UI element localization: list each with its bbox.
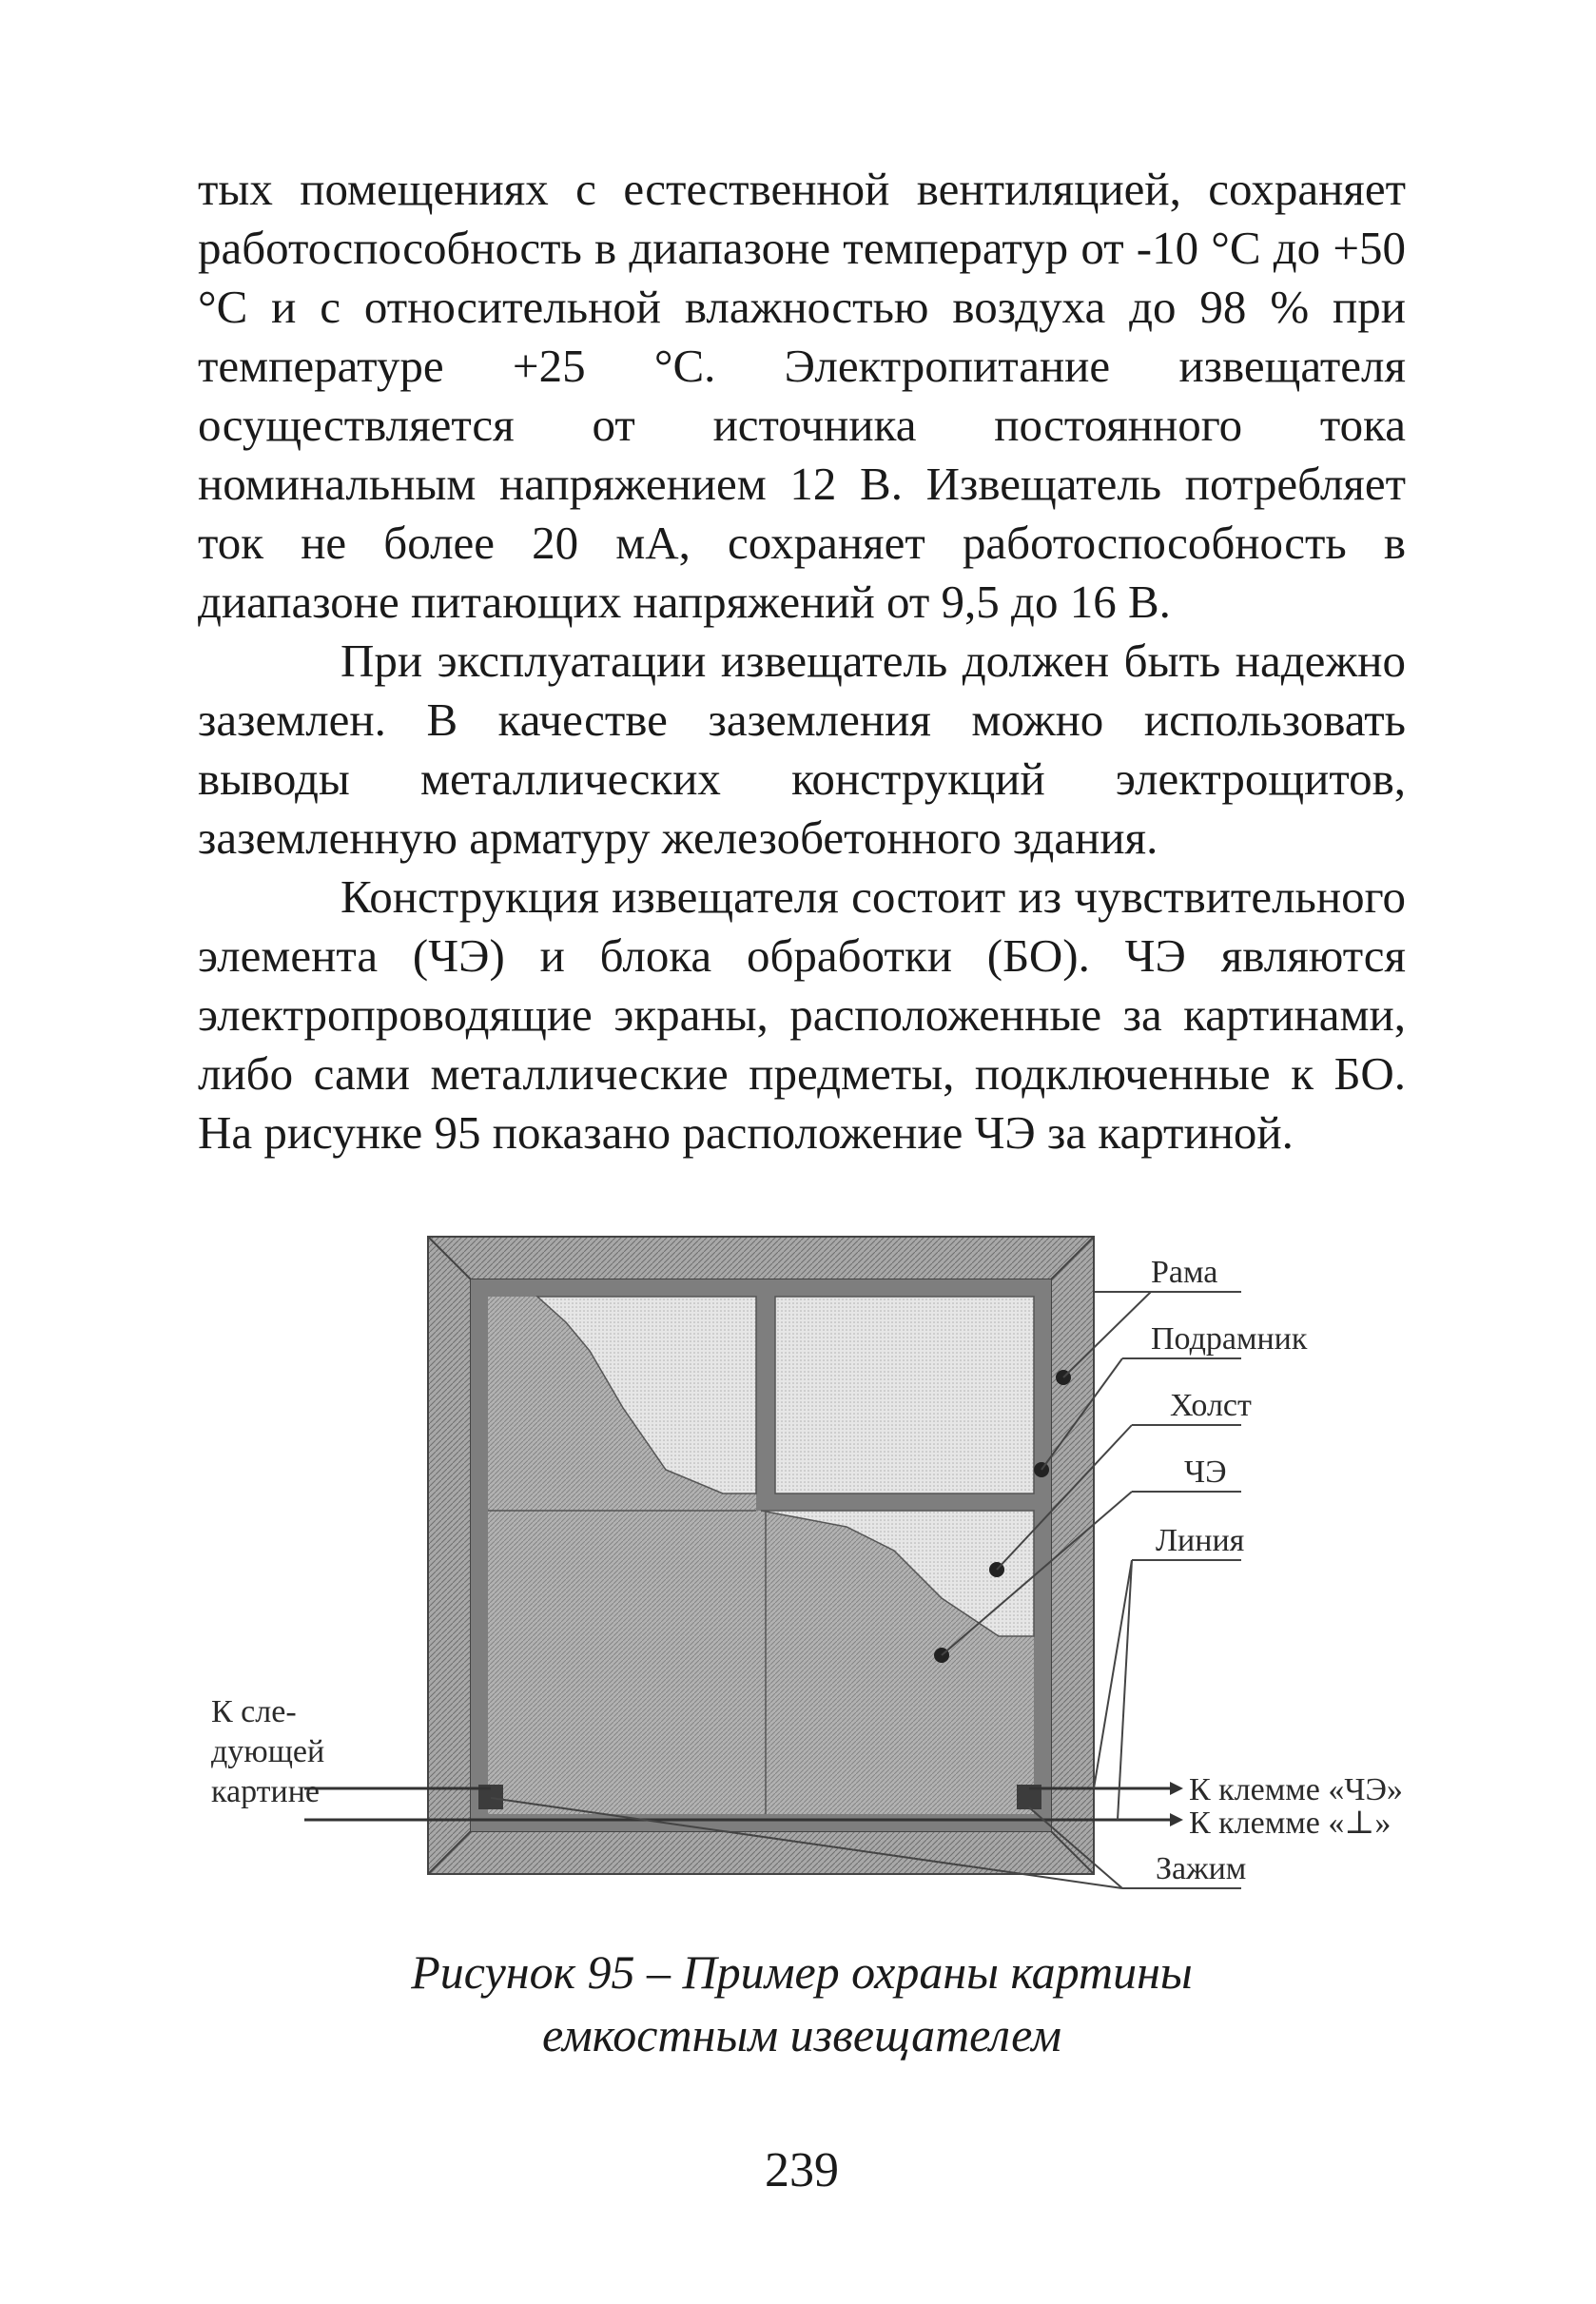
paragraph-3: Конструкция извещателя состоит из чувствительного элемента (ЧЭ) и блока обработки (БО). ЧЭ являются электропроводящие экраны, расположенные за картинами, либо сами металлические предметы, подключенные к БО. На рисунке 95 показано расположение ЧЭ за картиной. <box>198 870 1406 1159</box>
stretcher-cross-h <box>756 1494 1051 1511</box>
page-number: 239 <box>765 2143 839 2197</box>
stretcher-top <box>471 1279 1051 1297</box>
label-line: Линия <box>1156 1523 1245 1558</box>
canvas-right-piece <box>775 1297 1034 1494</box>
stretcher-right <box>1034 1279 1051 1831</box>
stretcher-cross-v <box>756 1297 775 1496</box>
label-terminal-ground: К клемме «⊥» <box>1189 1806 1392 1841</box>
body-text <box>198 160 1406 1162</box>
paragraph-1: тых помещениях с естественной вентиляцией, сохраняет работоспособность в диапазоне температур от -10 °С до +50 °С и с относительной влажностью воздуха до 98 % при температуре +25 °С. Электропитание извещателя осуществляется от источника постоянного тока номинальным напряжением 12 В. Извещатель потребляет ток не более 20 мА, сохраняет работоспособность в диапазоне питающих напряжений от 9,5 до 16 В. <box>198 163 1406 628</box>
stretcher-bottom <box>471 1814 1051 1831</box>
label-sensor: ЧЭ <box>1184 1455 1227 1490</box>
figure-caption <box>198 1941 1406 2066</box>
label-terminal-sensor: К клемме «ЧЭ» <box>1189 1772 1403 1807</box>
label-clamp: Зажим <box>1156 1851 1247 1886</box>
label-next-3: картине <box>211 1774 320 1809</box>
label-next-1: К сле- <box>211 1694 297 1729</box>
painting-diagram <box>190 1218 1446 1903</box>
caption-line-2: емкостным извещателем <box>541 2008 1062 2061</box>
figure-95 <box>190 1218 1446 1903</box>
label-stretcher: Подрамник <box>1151 1321 1308 1357</box>
stretcher-left <box>471 1279 488 1831</box>
label-canvas: Холст <box>1170 1388 1252 1423</box>
paragraph-2: При эксплуатации извещатель должен быть надежно заземлен. В качестве заземления можно использовать выводы металлических конструкций электрощитов, заземленную арматуру железобетонного здания. <box>198 635 1406 864</box>
label-frame: Рама <box>1151 1255 1218 1290</box>
label-next-2: дующей <box>211 1734 325 1769</box>
caption-line-1: Рисунок 95 – Пример охраны картины <box>411 1945 1193 1999</box>
